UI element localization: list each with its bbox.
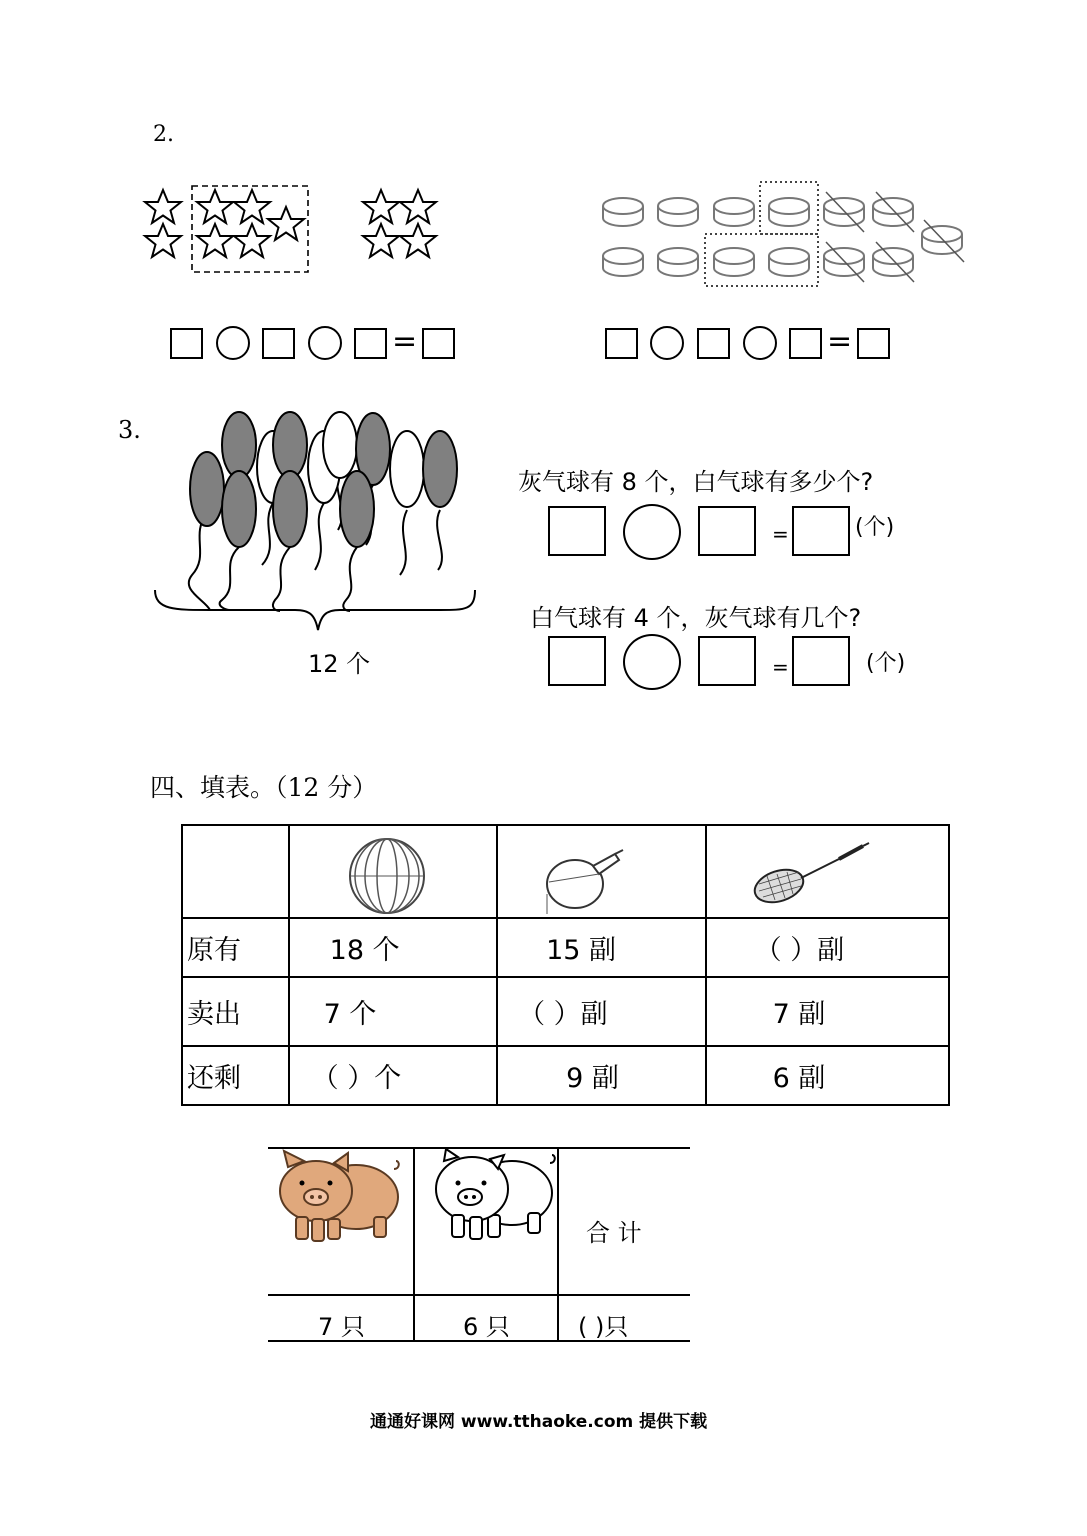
badminton-racket-icon (751, 836, 871, 911)
balloon-gray (340, 471, 374, 547)
question-3-number: 3. (118, 416, 141, 444)
balloon-white (390, 431, 424, 507)
operator-circle[interactable] (743, 326, 777, 360)
coin-icon (922, 226, 962, 254)
section-4-heading: 四、填表。（12 分） (150, 773, 378, 802)
row-label: 原有 (182, 918, 289, 977)
pig-table (268, 1147, 690, 1342)
balloon-white (323, 412, 357, 478)
star-icon (234, 224, 270, 257)
star-icon (145, 190, 181, 223)
coin-icon (769, 198, 809, 226)
answer-box[interactable] (548, 636, 606, 686)
table-cell: 6 只 (463, 1313, 510, 1341)
table-cell: 9 副 (497, 1046, 706, 1105)
answer-box[interactable] (605, 328, 638, 359)
balloons-picture (150, 405, 480, 635)
row-label: 还剩 (182, 1046, 289, 1105)
balloon-gray (190, 452, 224, 526)
equals-sign: = (772, 522, 789, 546)
total-header: 合 计 (586, 1219, 642, 1247)
unit-label: (个) (855, 515, 895, 540)
unit-label: (个) (866, 651, 906, 676)
answer-box[interactable] (262, 328, 295, 359)
coin-icon (714, 198, 754, 226)
ball-cell (289, 825, 497, 918)
white-pig-icon (428, 1147, 558, 1247)
balloon-gray (273, 412, 307, 478)
balloon-total-label: 12 个 (308, 650, 371, 678)
table-corner-cell (182, 825, 289, 918)
star-icon (400, 224, 436, 257)
star-icon (197, 224, 233, 257)
balloon-gray (222, 471, 256, 547)
question-3-prompt-1: 灰气球有 8 个，白气球有多少个? (518, 468, 874, 496)
star-icon (268, 207, 304, 240)
star-icon (363, 224, 399, 257)
coin-icon (769, 248, 809, 276)
table-row (182, 977, 949, 1046)
question-3-prompt-2: 白气球有 4 个，灰气球有几个? (530, 604, 862, 632)
table-cell: 15 副 (497, 918, 706, 977)
operator-circle[interactable] (650, 326, 684, 360)
answer-box[interactable] (422, 328, 455, 359)
table-row (182, 1046, 949, 1105)
balloon-gray (222, 412, 256, 478)
star-icon (197, 190, 233, 223)
table-row (182, 918, 949, 977)
column-divider (413, 1147, 415, 1342)
pingpong-paddle-icon (543, 834, 643, 914)
paddle-cell (497, 825, 706, 918)
coin-icon (603, 248, 643, 276)
table-cell: 6 副 (706, 1046, 949, 1105)
table-cell: 18 个 (289, 918, 497, 977)
star-icon (145, 224, 181, 257)
table-cell: 7 副 (706, 977, 949, 1046)
star-icon (234, 190, 270, 223)
equals-sign: = (827, 324, 853, 359)
coin-icon (658, 198, 698, 226)
coin-icon (603, 198, 643, 226)
ball-icon (342, 836, 432, 916)
table-mid-border (268, 1294, 690, 1296)
balloon-gray (273, 471, 307, 547)
row-label: 卖出 (182, 977, 289, 1046)
coins-picture (596, 178, 976, 290)
answer-box[interactable] (548, 506, 606, 556)
brown-pig-icon (276, 1149, 406, 1249)
answer-box[interactable] (857, 328, 890, 359)
table-cell: 7 个 (289, 977, 497, 1046)
equals-sign: = (772, 655, 789, 679)
table-cell[interactable]: （ ）副 (706, 918, 949, 977)
coin-icon (873, 198, 913, 226)
operator-circle[interactable] (623, 504, 681, 560)
curly-brace (155, 590, 475, 630)
balloon-gray (423, 431, 457, 507)
footer-source: 通通好课网 www.tthaoke.com 提供下载 (370, 1412, 708, 1432)
table-cell: 7 只 (318, 1313, 365, 1341)
table-cell[interactable]: （ ）个 (289, 1046, 497, 1105)
answer-box[interactable] (354, 328, 387, 359)
answer-box[interactable] (792, 506, 850, 556)
coin-icon (714, 248, 754, 276)
table-header-row (182, 825, 949, 918)
table-cell[interactable]: ( )只 (578, 1313, 629, 1341)
racket-cell (706, 825, 949, 918)
answer-box[interactable] (698, 506, 756, 556)
coin-icon (873, 248, 913, 276)
answer-box[interactable] (697, 328, 730, 359)
sales-table (181, 824, 950, 1106)
answer-box[interactable] (789, 328, 822, 359)
answer-box[interactable] (792, 636, 850, 686)
stars-picture (140, 180, 450, 280)
equals-sign: = (392, 324, 418, 359)
coin-icon (658, 248, 698, 276)
operator-circle[interactable] (308, 326, 342, 360)
question-2-number: 2. (153, 122, 174, 147)
operator-circle[interactable] (623, 634, 681, 690)
table-cell[interactable]: （ ）副 (497, 977, 706, 1046)
operator-circle[interactable] (216, 326, 250, 360)
star-icon (363, 190, 399, 223)
answer-box[interactable] (698, 636, 756, 686)
answer-box[interactable] (170, 328, 203, 359)
star-icon (400, 190, 436, 223)
